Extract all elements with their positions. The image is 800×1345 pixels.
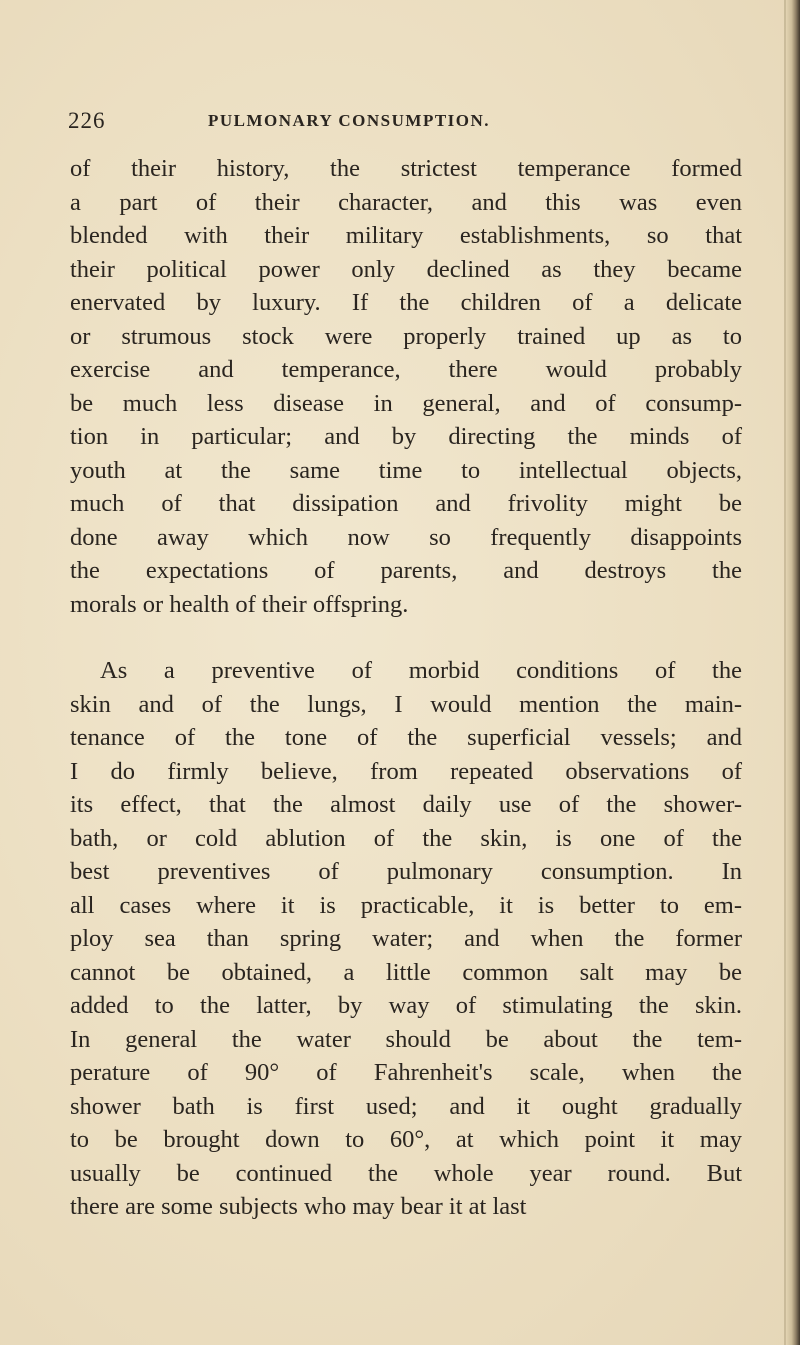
paragraph-2 bbox=[70, 654, 742, 1224]
text-line: or strumous stock were properly trained up as to bbox=[70, 322, 742, 350]
text-line: best preventives of pulmonary consumption. In bbox=[70, 858, 742, 885]
book-gutter-shadow bbox=[786, 0, 800, 1345]
text-line: I do firmly believe, from repeated observations of bbox=[70, 757, 742, 785]
paragraph-spacer bbox=[70, 621, 742, 654]
text-line: the expectations of parents, and destroys the bbox=[70, 557, 742, 584]
text-line: skin and of the lungs, I would mention the main- bbox=[70, 690, 742, 718]
text-line: shower bath is first used; and it ought gradually bbox=[70, 1092, 742, 1120]
page-number: 226 bbox=[68, 108, 106, 133]
body-text bbox=[70, 152, 742, 1224]
text-line: usually be continued the whole year round. But bbox=[70, 1159, 742, 1187]
text-line: their political power only declined as they became bbox=[70, 255, 742, 283]
text-line: In general the water should be about the tem- bbox=[70, 1025, 742, 1053]
text-line: ploy sea than spring water; and when the former bbox=[70, 925, 742, 952]
text-line: a part of their character, and this was even bbox=[70, 188, 742, 216]
text-line: its effect, that the almost daily use of the shower- bbox=[70, 791, 742, 818]
text-line: added to the latter, by way of stimulating the skin. bbox=[70, 992, 742, 1019]
text-line: tenance of the tone of the superficial vessels; and bbox=[70, 724, 742, 751]
text-line: morals or health of their offspring. bbox=[70, 590, 409, 618]
text-line: exercise and temperance, there would probably bbox=[70, 356, 742, 383]
text-line: much of that dissipation and frivolity might be bbox=[70, 490, 742, 517]
running-title: PULMONARY CONSUMPTION. bbox=[208, 111, 491, 130]
text-line: bath, or cold ablution of the skin, is one of the bbox=[70, 824, 742, 852]
text-line: youth at the same time to intellectual objects, bbox=[70, 456, 742, 484]
text-line: there are some subjects who may bear it at last bbox=[70, 1193, 527, 1220]
text-line: blended with their military establishments, so that bbox=[70, 222, 742, 249]
running-head bbox=[68, 108, 748, 138]
text-line: As a preventive of morbid conditions of the bbox=[100, 657, 742, 684]
text-line: be much less disease in general, and of consump- bbox=[70, 389, 742, 417]
text-line: enervated by luxury. If the children of a delicate bbox=[70, 289, 742, 316]
text-line: all cases where it is practicable, it is better to em- bbox=[70, 891, 742, 919]
paragraph-1 bbox=[70, 152, 742, 621]
text-line: cannot be obtained, a little common salt may be bbox=[70, 958, 742, 986]
text-line: done away which now so frequently disappoints bbox=[70, 523, 742, 551]
text-line: tion in particular; and by directing the minds of bbox=[70, 423, 742, 450]
text-line: of their history, the strictest temperance formed bbox=[70, 155, 742, 182]
text-line: to be brought down to 60°, at which point it may bbox=[70, 1126, 742, 1153]
text-line: perature of 90° of Fahrenheit's scale, when the bbox=[70, 1059, 742, 1086]
